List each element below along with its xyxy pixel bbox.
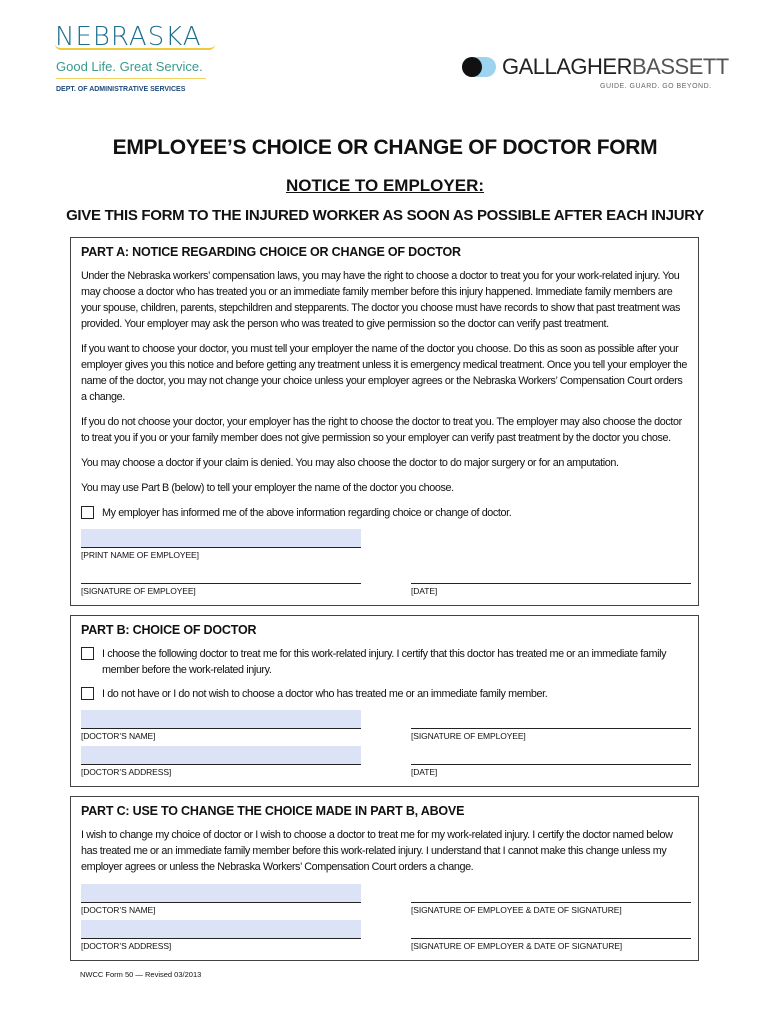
doctor-name-input[interactable] xyxy=(81,710,361,728)
option2-label: I do not have or I do not wish to choose a doctor who has treated me or an immediate family member. xyxy=(102,688,548,700)
underline xyxy=(411,938,691,939)
paragraph: You may choose a doctor if your claim is denied. You may also choose the doctor to do major surgery or for an amputation. xyxy=(81,457,619,469)
instruction: GIVE THIS FORM TO THE INJURED WORKER AS SOON AS POSSIBLE AFTER EACH INJURY xyxy=(66,207,704,224)
date-label: [DATE] xyxy=(411,586,438,596)
doctor-name-label: [DOCTOR’S NAME] xyxy=(81,731,156,741)
date-label: [DATE] xyxy=(411,767,438,777)
notice-heading: NOTICE TO EMPLOYER: xyxy=(285,176,485,195)
signature-label: [SIGNATURE OF EMPLOYEE] xyxy=(411,731,526,741)
no-doctor-checkbox[interactable] xyxy=(81,687,94,700)
signature-label: [SIGNATURE OF EMPLOYEE] xyxy=(81,586,196,596)
employee-signature-input[interactable] xyxy=(81,565,361,583)
footer: NWCC Form 50 — Revised 03/2013 xyxy=(80,970,202,979)
date-input[interactable] xyxy=(411,565,691,583)
underline xyxy=(81,728,361,729)
employee-name-input[interactable] xyxy=(81,529,361,547)
choose-doctor-checkbox[interactable] xyxy=(81,647,94,660)
employee-signature-input[interactable] xyxy=(411,710,691,728)
employee-signature-input[interactable] xyxy=(411,884,691,902)
logo-text-b: BASSETT xyxy=(632,54,729,79)
paragraph: If you want to choose your doctor, you must tell your employer the name of the doctor you choose. Do this as soon as possible after your employer gives you this notice and before getting any treatment unless it is emergency medical treatment. Once you tell your employer the name of the doctor, you may not change your choice unless your employer agrees or the Nebraska Workers’ Compensation Court orders a change. xyxy=(81,343,687,403)
doctor-name-label: [DOCTOR’S NAME] xyxy=(81,905,156,915)
divider xyxy=(56,78,206,79)
part-b-heading: PART B: CHOICE OF DOCTOR xyxy=(81,623,257,637)
option2-row xyxy=(81,686,689,702)
paragraph: Under the Nebraska workers’ compensation laws, you may have the right to choose a doctor to treat you for your work-related injury. You may choose a doctor who has treated you or an immediate family member before this injury happened. Immediate family members are your spouse, children, parents, stepchildren and stepparents. The doctor you choose must have records to show that past treatment was provided. Your employer may ask the person who was treated to give permission so the doctor can verify past treatment. xyxy=(81,270,680,330)
part-c-section xyxy=(70,796,699,961)
gallagher-logo xyxy=(502,54,729,79)
underline xyxy=(81,938,361,939)
nebraska-logo: NEBRASKA xyxy=(55,22,202,52)
employee-signature-label: [SIGNATURE OF EMPLOYEE & DATE OF SIGNATURE] xyxy=(411,905,622,915)
print-name-label: [PRINT NAME OF EMPLOYEE] xyxy=(81,550,199,560)
underline xyxy=(411,902,691,903)
date-input[interactable] xyxy=(411,746,691,764)
checkbox-label: My employer has informed me of the above information regarding choice or change of doctor. xyxy=(102,507,512,519)
part-c-heading: PART C: USE TO CHANGE THE CHOICE MADE IN PART B, ABOVE xyxy=(81,804,465,818)
paragraph: You may use Part B (below) to tell your employer the name of the doctor you choose. xyxy=(81,482,454,494)
paragraph: If you do not choose your doctor, your employer has the right to choose the doctor to treat you. The employer may also choose the doctor to treat you if you or your family member does not give permission so your employer can verify past treatment by the doctor you chose. xyxy=(81,416,682,444)
part-c-text: I wish to change my choice of doctor or I wish to choose a doctor to treat me for my work-related injury. I certify the doctor named below has treated me or an immediate family member before this work-related injury. I understand that I cannot make this change unless my employer agrees or unless the Nebraska Workers’ Compensation Court orders a change. xyxy=(81,829,673,873)
underline xyxy=(81,583,361,584)
doctor-address-input[interactable] xyxy=(81,746,361,764)
underline xyxy=(81,764,361,765)
gallagher-logo-icon xyxy=(462,57,496,77)
underline xyxy=(411,728,691,729)
part-a-section xyxy=(70,237,699,606)
doctor-address-label: [DOCTOR’S ADDRESS] xyxy=(81,941,172,951)
form-body xyxy=(70,237,699,980)
informed-checkbox-row xyxy=(81,505,689,521)
underline xyxy=(411,764,691,765)
new-doctor-address-input[interactable] xyxy=(81,920,361,938)
underline xyxy=(81,902,361,903)
logo-text-a: GALLAGHER xyxy=(502,54,632,79)
option1-row xyxy=(81,646,689,678)
employer-signature-input[interactable] xyxy=(411,920,691,938)
informed-checkbox[interactable] xyxy=(81,506,94,519)
doctor-address-label: [DOCTOR’S ADDRESS] xyxy=(81,767,172,777)
underline xyxy=(81,547,361,548)
employer-signature-label: [SIGNATURE OF EMPLOYER & DATE OF SIGNATURE] xyxy=(411,941,623,951)
dept-name: DEPT. OF ADMINISTRATIVE SERVICES xyxy=(56,86,186,93)
option1-label: I choose the following doctor to treat me for this work-related injury. I certify that this doctor has treated me or an immediate family member before the work-related injury. xyxy=(102,648,667,676)
logo-swoosh xyxy=(55,44,215,50)
part-b-section xyxy=(70,615,699,787)
underline xyxy=(411,583,691,584)
gallagher-tagline: GUIDE. GUARD. GO BEYOND. xyxy=(600,83,712,90)
page-title: EMPLOYEE’S CHOICE OR CHANGE OF DOCTOR FORM xyxy=(112,136,658,159)
new-doctor-name-input[interactable] xyxy=(81,884,361,902)
nebraska-tagline: Good Life. Great Service. xyxy=(56,59,203,74)
part-a-heading: PART A: NOTICE REGARDING CHOICE OR CHANGE OF DOCTOR xyxy=(81,245,461,259)
